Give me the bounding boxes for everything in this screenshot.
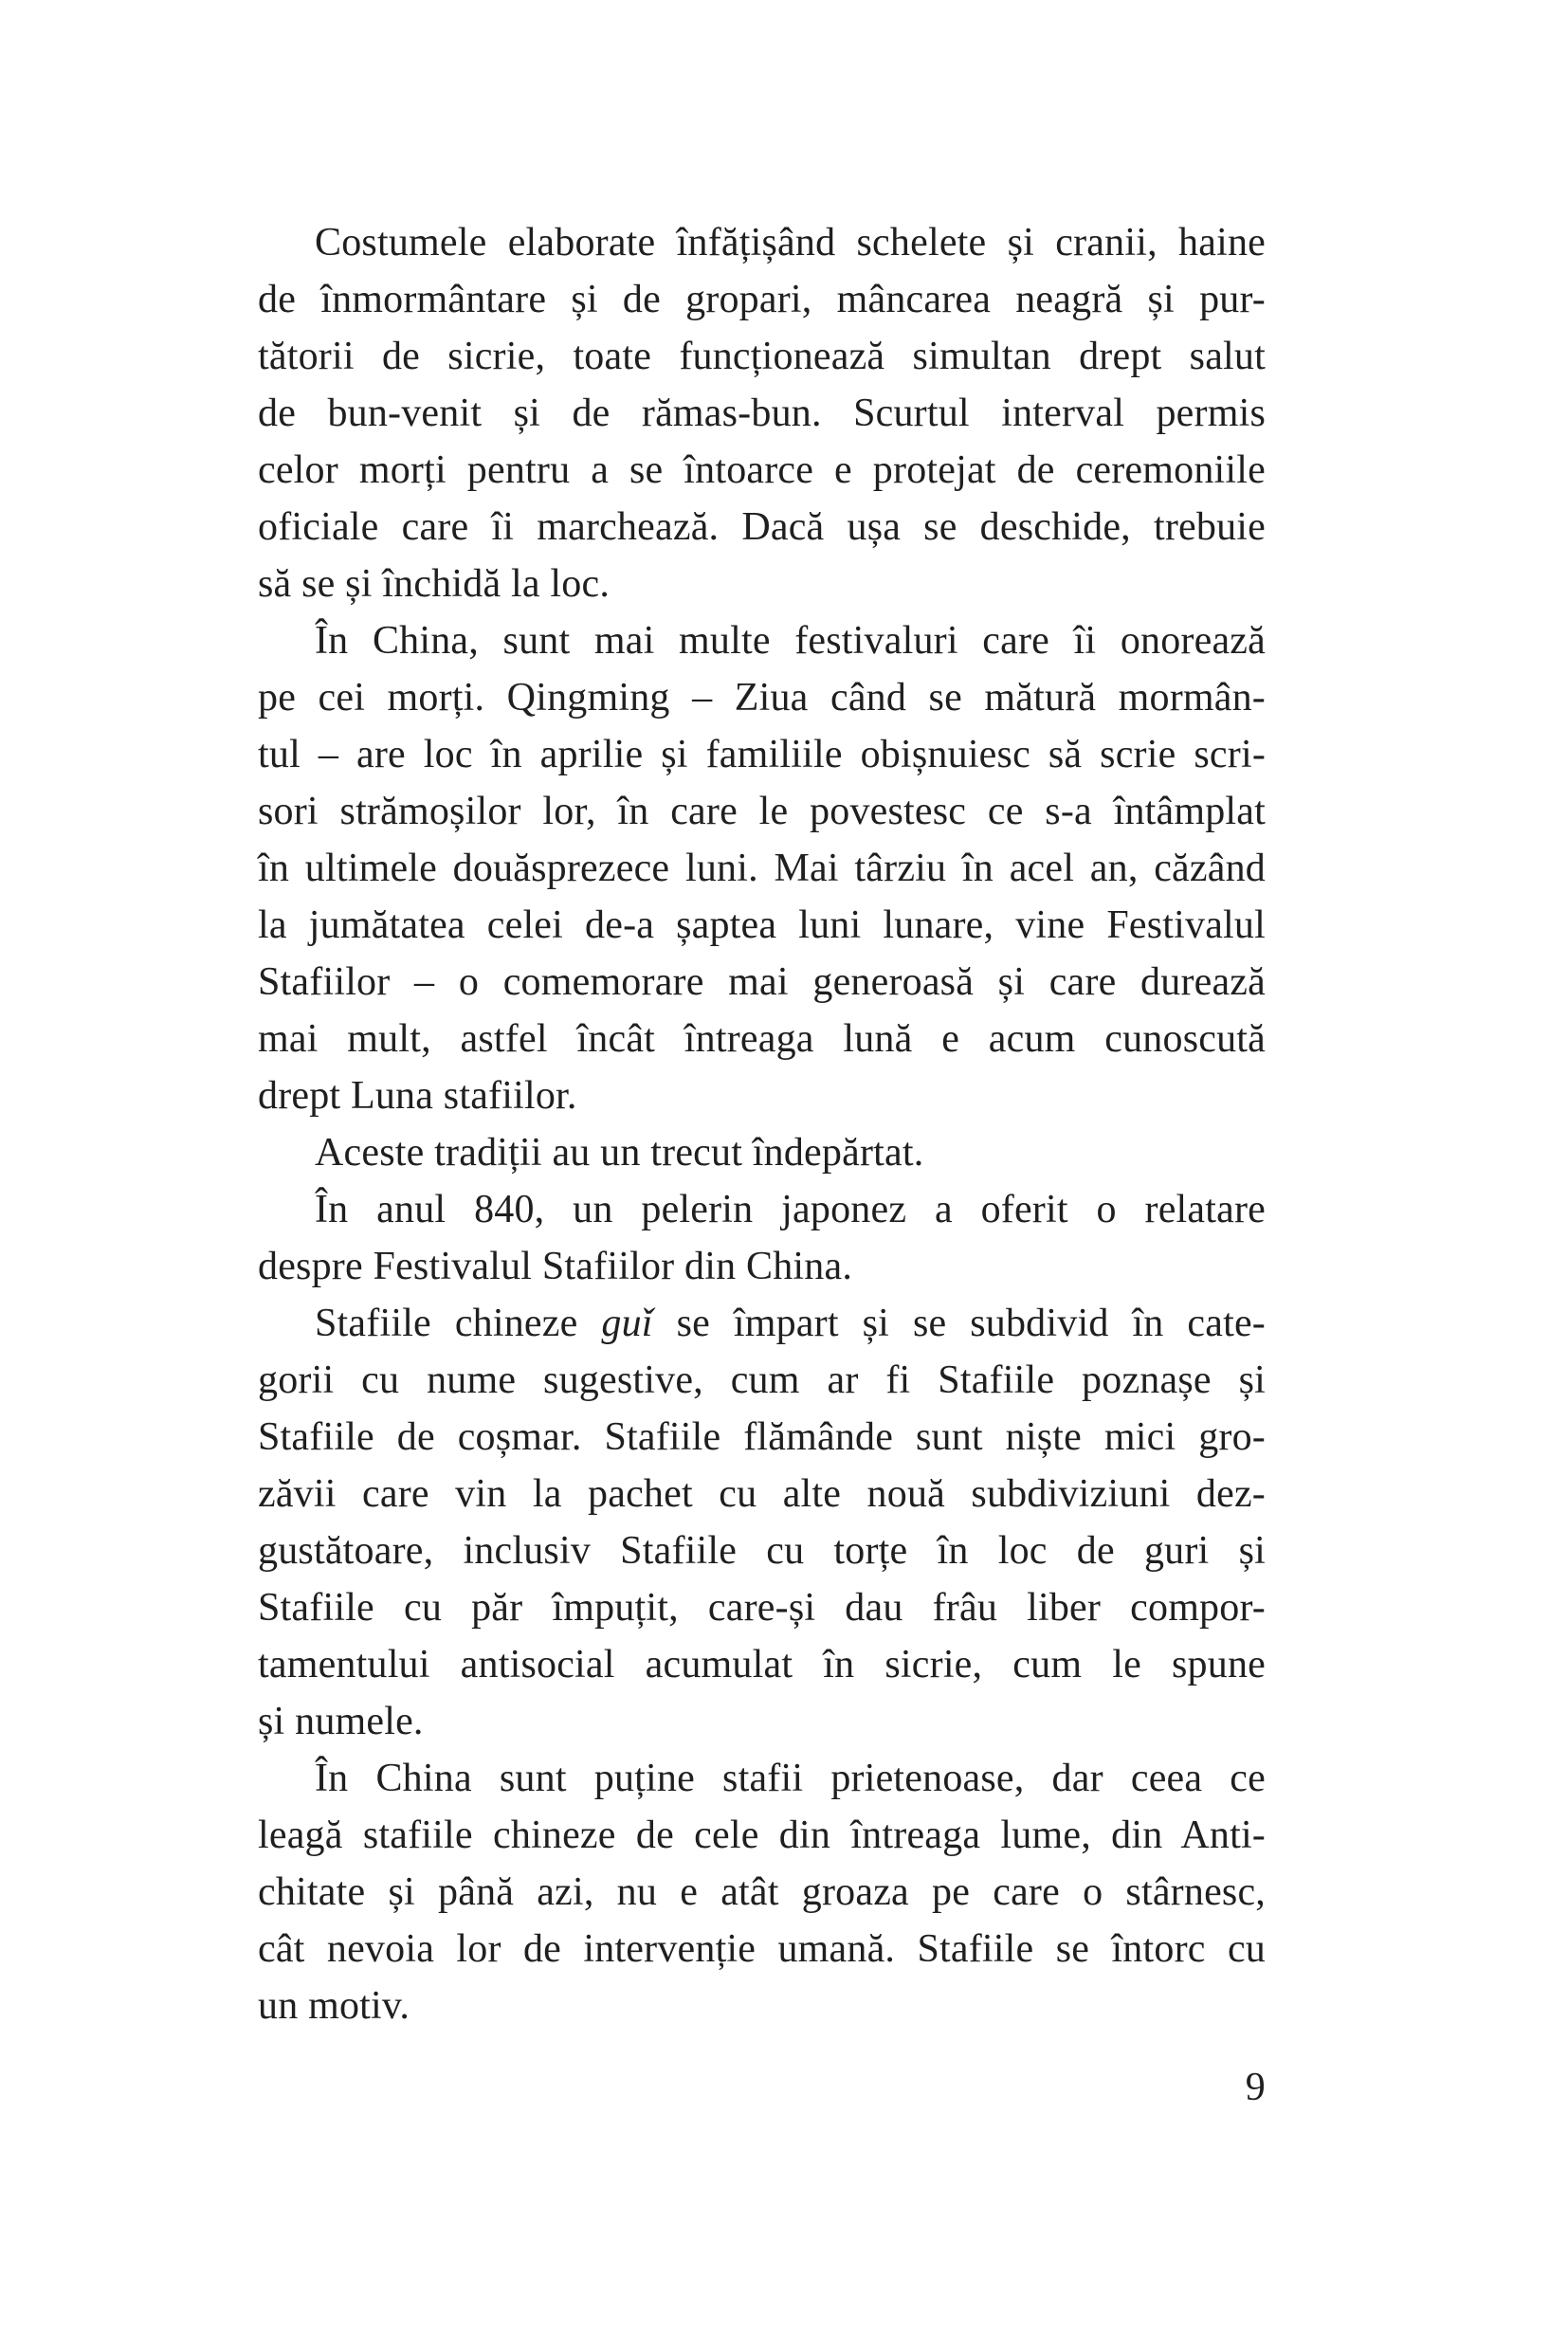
- text-line: [258, 499, 1266, 556]
- paragraph: [258, 1295, 1266, 1750]
- text-line: [258, 1409, 1266, 1466]
- page-number: 9: [1245, 2066, 1266, 2109]
- text-segment: tătorii de sicrie, toate funcționează simultan drept salut: [258, 335, 1266, 378]
- paragraph: [258, 1124, 1266, 1181]
- text-line: [258, 612, 1266, 669]
- text-segment: de înmormântare și de gropari, mâncarea neagră și pur-: [258, 278, 1266, 321]
- text-line: [258, 271, 1266, 328]
- text-segment: Stafiilor – o comemorare mai generoasă și care durează: [258, 960, 1266, 1004]
- text-segment: de bun-venit și de rămas-bun. Scurtul interval permis: [258, 392, 1266, 435]
- text-segment: și numele.: [258, 1700, 424, 1743]
- text-line: [258, 1124, 1266, 1181]
- body-text: [258, 214, 1266, 2116]
- text-line: [258, 1636, 1266, 1693]
- text-segment: leagă stafiile chineze de cele din întreaga lume, din Anti-: [258, 1813, 1266, 1857]
- italic-term: guǐ: [601, 1302, 653, 1345]
- text-line: [258, 897, 1266, 954]
- text-line: [258, 214, 1266, 271]
- paragraph: [258, 1181, 1266, 1295]
- text-line: [258, 1295, 1266, 1352]
- text-segment: Stafiile chineze: [315, 1302, 602, 1345]
- text-segment: oficiale care îi marchează. Dacă ușa se deschide, trebuie: [258, 505, 1266, 549]
- text-segment: în ultimele douăsprezece luni. Mai târziu în acel an, căzând: [258, 847, 1266, 890]
- text-line: [258, 1011, 1266, 1067]
- text-line: [258, 1352, 1266, 1409]
- text-segment: Costumele elaborate înfățișând schelete și cranii, haine: [315, 221, 1266, 264]
- text-segment: cât nevoia lor de intervenție umană. Stafiile se întorc cu: [258, 1927, 1266, 1971]
- text-line: [258, 1067, 1266, 1124]
- text-segment: tamentului antisocial acumulat în sicrie, cum le spune: [258, 1643, 1266, 1686]
- text-segment: să se și închidă la loc.: [258, 562, 611, 606]
- text-segment: celor morți pentru a se întoarce e protejat de ceremoniile: [258, 448, 1266, 492]
- text-line: [258, 1977, 1266, 2034]
- text-segment: gustătoare, inclusiv Stafiile cu torțe în loc de guri și: [258, 1529, 1266, 1573]
- text-line: [258, 385, 1266, 442]
- text-line: [258, 442, 1266, 499]
- text-line: [258, 556, 1266, 612]
- text-line: [258, 669, 1266, 726]
- text-line: [258, 328, 1266, 385]
- text-line: [258, 1579, 1266, 1636]
- paragraph: [258, 1750, 1266, 2034]
- text-segment: sori strămoșilor lor, în care le povestesc ce s-a întâmplat: [258, 790, 1266, 833]
- text-segment: un motiv.: [258, 1984, 410, 2028]
- text-segment: zăvii care vin la pachet cu alte nouă subdiviziuni dez-: [258, 1472, 1266, 1516]
- text-segment: Stafiile cu păr împuțit, care-și dau frâu liber compor-: [258, 1586, 1266, 1630]
- text-segment: tul – are loc în aprilie și familiile obișnuiesc să scrie scri-: [258, 733, 1266, 776]
- text-segment: chitate și până azi, nu e atât groaza pe care o stârnesc,: [258, 1870, 1266, 1914]
- text-line: [258, 1750, 1266, 1807]
- text-segment: Aceste tradiții au un trecut îndepărtat.: [315, 1131, 924, 1175]
- text-line: [258, 1693, 1266, 1750]
- paragraph: [258, 612, 1266, 1124]
- text-segment: pe cei morți. Qingming – Ziua când se mătură mormân-: [258, 676, 1266, 720]
- text-line: [258, 1466, 1266, 1522]
- paragraphs-container: [258, 214, 1266, 2034]
- text-segment: În China sunt puține stafii prietenoase, dar ceea ce: [315, 1757, 1266, 1800]
- text-segment: În anul 840, un pelerin japonez a oferit o relatare: [315, 1188, 1266, 1231]
- text-line: [258, 1807, 1266, 1864]
- text-segment: mai mult, astfel încât întreaga lună e acum cunoscută: [258, 1017, 1266, 1061]
- text-segment: la jumătatea celei de-a șaptea luni lunare, vine Festivalul: [258, 903, 1266, 947]
- text-line: [258, 783, 1266, 840]
- text-line: [258, 1181, 1266, 1238]
- text-line: [258, 1238, 1266, 1295]
- text-segment: se împart și se subdivid în cate-: [652, 1302, 1266, 1345]
- text-line: [258, 954, 1266, 1011]
- paragraph: [258, 214, 1266, 612]
- text-line: [258, 726, 1266, 783]
- text-segment: drept Luna stafiilor.: [258, 1074, 577, 1118]
- text-line: [258, 1864, 1266, 1921]
- text-segment: În China, sunt mai multe festivaluri care îi onorează: [315, 619, 1266, 663]
- text-line: [258, 1921, 1266, 1977]
- text-line: [258, 1522, 1266, 1579]
- text-segment: despre Festivalul Stafiilor din China.: [258, 1245, 853, 1288]
- text-segment: Stafiile de coșmar. Stafiile flămânde sunt niște mici gro-: [258, 1415, 1266, 1459]
- text-line: [258, 840, 1266, 897]
- text-segment: gorii cu nume sugestive, cum ar fi Stafiile poznașe și: [258, 1358, 1266, 1402]
